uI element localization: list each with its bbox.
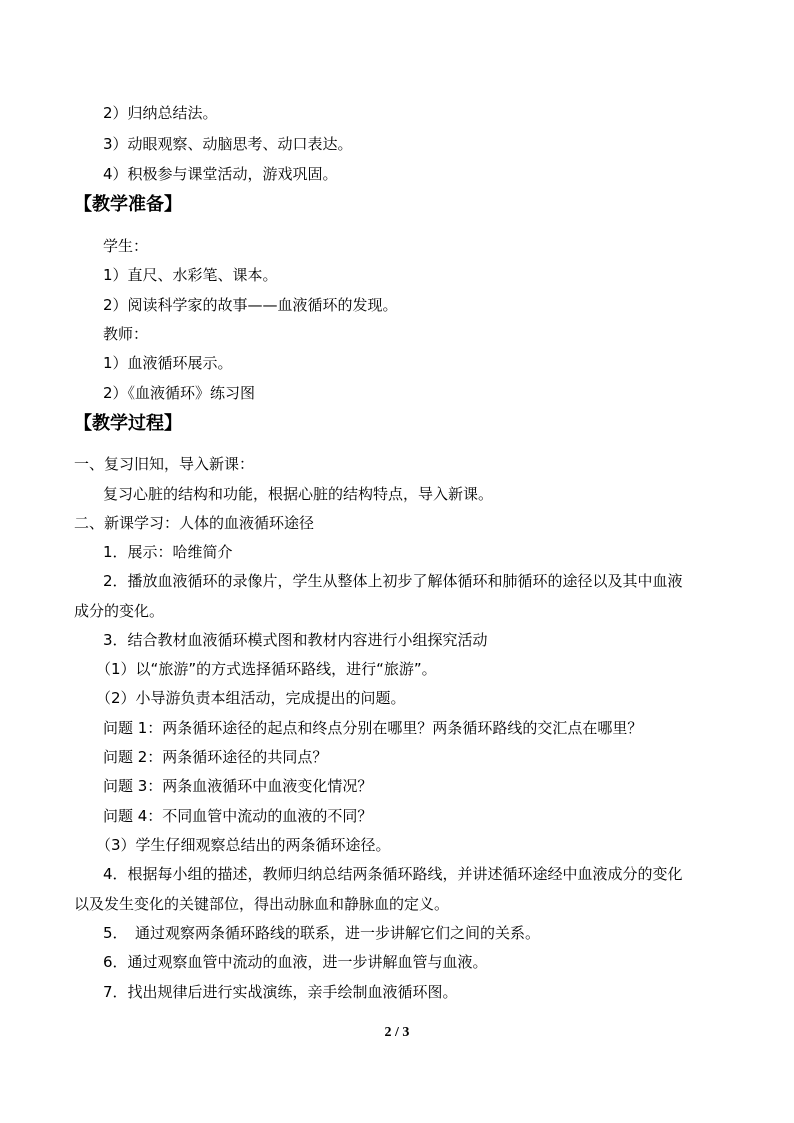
- teaching-prep-heading: 【教学准备】: [74, 194, 182, 215]
- step-4-continued: 以及发生变化的关键部位，得出动脉血和静脉血的定义。: [74, 895, 450, 913]
- student-label: 学生：: [103, 237, 149, 255]
- step-7: 7．找出规律后进行实战演练，亲手绘制血液循环图。: [103, 983, 458, 1001]
- question-3: 问题 3：两条血液循环中血液变化情况？: [103, 777, 373, 795]
- activity-1: （1）以“旅游”的方式选择循环路线，进行“旅游”。: [96, 660, 437, 678]
- student-item-2: 2）阅读科学家的故事——血液循环的发现。: [103, 296, 398, 314]
- step-2-continued: 成分的变化。: [74, 602, 165, 620]
- step-3: 3．结合教材血液循环模式图和教材内容进行小组探究活动: [103, 631, 488, 649]
- step-4: 4．根据每小组的描述，教师归纳总结两条循环路线，并讲述循环途经中血液成分的变化: [103, 865, 683, 883]
- student-item-1: 1）直尺、水彩笔、课本。: [103, 266, 278, 284]
- question-4: 问题 4：不同血管中流动的血液的不同？: [103, 807, 373, 825]
- objective-item-3: 3）动眼观察、动脑思考、动口表达。: [103, 135, 353, 153]
- step-2: 2．播放血液循环的录像片，学生从整体上初步了解体循环和肺循环的途径以及其中血液: [103, 572, 683, 590]
- review-paragraph: 复习心脏的结构和功能，根据心脏的结构特点，导入新课。: [103, 485, 494, 503]
- section-new-lesson-heading: 二、新课学习：人体的血液循环途径: [74, 514, 315, 532]
- teaching-process-heading: 【教学过程】: [74, 413, 182, 434]
- step-1: 1．展示：哈维简介: [103, 543, 233, 561]
- page-number: 2 / 3: [384, 1025, 410, 1040]
- step-5: 5． 通过观察两条循环路线的联系，进一步讲解它们之间的关系。: [103, 924, 541, 942]
- step-6: 6．通过观察血管中流动的血液，进一步讲解血管与血液。: [103, 953, 488, 971]
- activity-2: （2）小导游负责本组活动，完成提出的问题。: [96, 689, 406, 707]
- activity-3: （3）学生仔细观察总结出的两条循环途径。: [96, 836, 391, 854]
- teacher-item-2: 2）《血液循环》练习图: [103, 384, 256, 402]
- section-review-heading: 一、复习旧知，导入新课：: [74, 455, 255, 473]
- objective-item-4: 4）积极参与课堂活动，游戏巩固。: [103, 165, 338, 183]
- teacher-item-1: 1）血液循环展示。: [103, 354, 233, 372]
- teacher-label: 教师：: [103, 325, 149, 343]
- objective-item-2: 2）归纳总结法。: [103, 104, 218, 122]
- question-1: 问题 1：两条循环途径的起点和终点分别在哪里？两条循环路线的交汇点在哪里？: [103, 719, 643, 737]
- question-2: 问题 2：两条循环途径的共同点？: [103, 748, 328, 766]
